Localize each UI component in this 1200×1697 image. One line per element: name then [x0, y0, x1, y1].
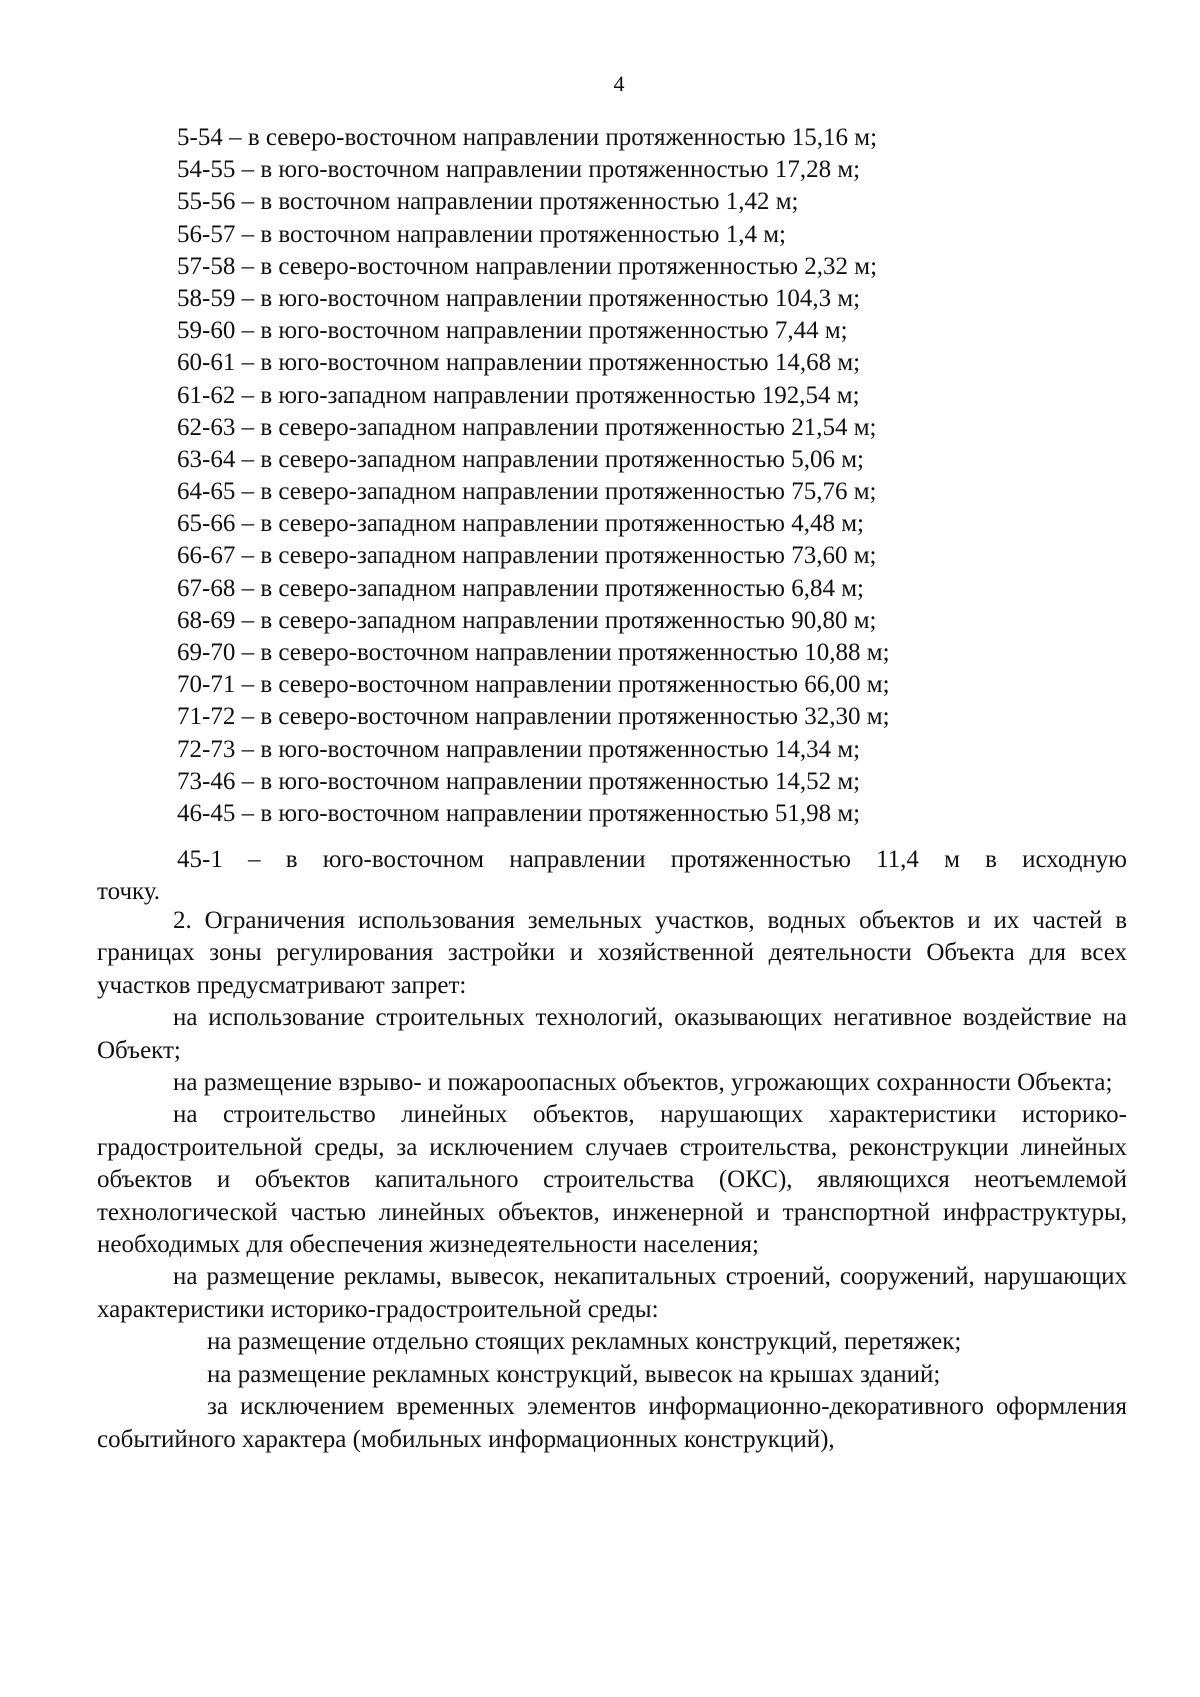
boundary-segment: 5-54 – в северо-восточном направлении протяженностью 15,16 м; [177, 124, 878, 151]
boundary-segment: 70-71 – в северо-восточном направлении протяженностью 66,00 м; [177, 671, 890, 699]
last-segment-word: в [285, 846, 298, 873]
boundary-segment: 46-45 – в юго-восточном направлении протяженностью 51,98 м; [177, 799, 861, 827]
boundary-segment: 56-57 – в восточном направлении протяженностью 1,4 м; [177, 220, 786, 248]
restriction-subparagraph: на размещение отдельно стоящих рекламных конструкций, перетяжек; [207, 1328, 962, 1356]
last-segment-word: – [248, 846, 261, 873]
boundary-segment: 62-63 – в северо-западном направлении протяженностью 21,54 м; [177, 413, 877, 441]
boundary-segment: 66-67 – в северо-западном направлении протяженностью 73,60 м; [177, 542, 877, 570]
last-segment-word: протяженностью [670, 846, 851, 873]
boundary-segment: 67-68 – в северо-западном направлении протяженностью 6,84 м; [177, 574, 864, 602]
last-segment-word: 45-1 [177, 846, 223, 873]
last-segment-word: м [944, 846, 960, 873]
restriction-paragraph: на строительство линейных объектов, нарушающих характеристики историко-градостроительной среды, за исключением случаев строительства, реконструкции линейных объектов и объектов капитального строительства (ОКС), являющихся неотъемлемой технологической частью линейных объектов, инженерной и транспортной инфраструктуры, необходимых для обеспечения жизнедеятельности населения; [97, 1101, 1127, 1259]
last-segment-tail: точку. [97, 878, 161, 905]
boundary-segment: 72-73 – в юго-восточном направлении протяженностью 14,34 м; [177, 735, 861, 763]
boundary-segment: 69-70 – в северо-восточном направлении протяженностью 10,88 м; [177, 639, 890, 666]
boundary-segment-list [177, 122, 1077, 830]
last-boundary-segment [177, 844, 1127, 876]
boundary-segment: 64-65 – в северо-западном направлении протяженностью 75,76 м; [177, 478, 877, 506]
restriction-subparagraph: на размещение рекламных конструкций, вывесок на крышах зданий; [207, 1360, 941, 1388]
restrictions-section [97, 905, 1127, 1456]
page-number: 4 [613, 71, 625, 96]
boundary-segment: 58-59 – в юго-восточном направлении протяженностью 104,3 м; [177, 284, 861, 312]
boundary-segment: 57-58 – в северо-восточном направлении протяженностью 2,32 м; [177, 252, 878, 280]
boundary-segment: 65-66 – в северо-западном направлении протяженностью 4,48 м; [177, 510, 864, 538]
boundary-segment: 59-60 – в юго-восточном направлении протяженностью 7,44 м; [177, 317, 848, 345]
restriction-paragraph: на использование строительных технологий, оказывающих негативное воздействие на Объект; [97, 1004, 1127, 1064]
boundary-segment: 73-46 – в юго-восточном направлении протяженностью 14,52 м; [177, 767, 861, 795]
last-segment-word: направлении [509, 846, 646, 873]
last-segment-word: в [985, 846, 997, 873]
restriction-paragraph: на размещение взрыво- и пожароопасных объектов, угрожающих сохранности Объекта; [173, 1069, 1113, 1097]
boundary-segment: 68-69 – в северо-западном направлении протяженностью 90,80 м; [177, 606, 877, 634]
last-segment-word: исходную [1022, 846, 1127, 873]
boundary-segment: 61-62 – в юго-западном направлении протяженностью 192,54 м; [177, 381, 860, 409]
boundary-segment: 71-72 – в северо-восточном направлении протяженностью 32,30 м; [177, 703, 890, 731]
last-segment-word: 11,4 [876, 846, 919, 873]
last-segment-word: юго-восточном [322, 846, 484, 873]
boundary-segment: 60-61 – в юго-восточном направлении протяженностью 14,68 м; [177, 349, 861, 377]
boundary-segment: 63-64 – в северо-западном направлении протяженностью 5,06 м; [177, 445, 864, 473]
restriction-paragraph: на размещение рекламы, вывесок, некапитальных строений, сооружений, нарушающих характеристики историко-градостроительной среды: [97, 1263, 1127, 1323]
boundary-segment: 54-55 – в юго-восточном направлении протяженностью 17,28 м; [177, 156, 861, 184]
boundary-segment: 55-56 – в восточном направлении протяженностью 1,42 м; [177, 188, 799, 216]
restrictions-intro-paragraph: 2. Ограничения использования земельных участков, водных объектов и их частей в границах зоны регулирования застройки и хозяйственной деятельности Объекта для всех участков предусматривают запрет: [97, 907, 1127, 999]
restriction-subparagraph: за исключением временных элементов информационно-декоративного оформления событийного характера (мобильных информационных конструкций), [97, 1393, 1127, 1453]
